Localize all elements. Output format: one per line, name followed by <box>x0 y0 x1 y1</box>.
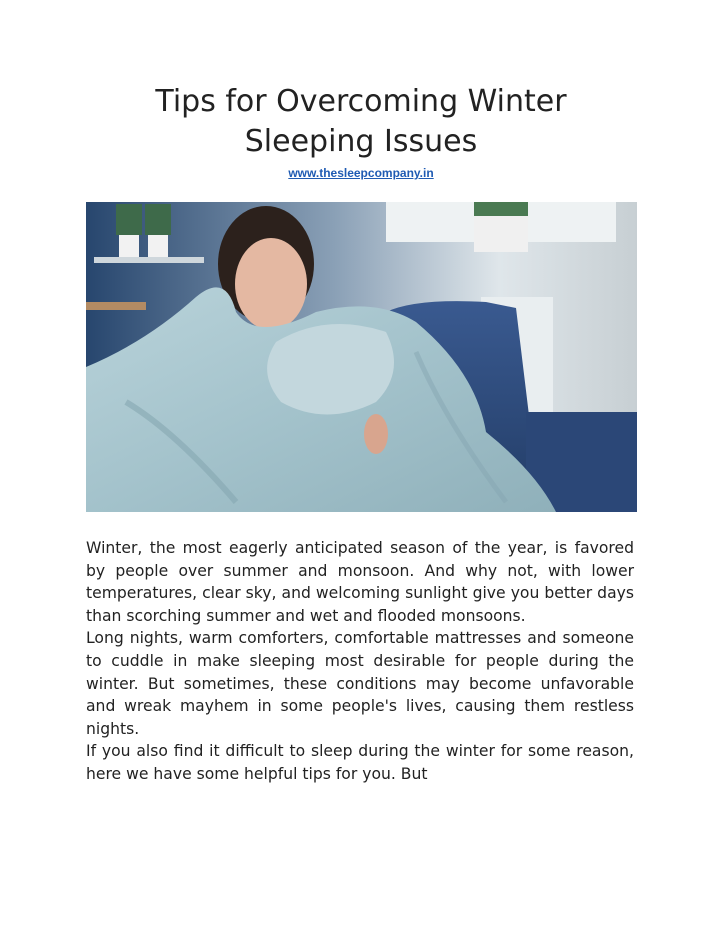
page-title-line-2: Sleeping Issues <box>244 124 478 159</box>
photo-plant-leaves-3 <box>474 202 528 216</box>
photo-face <box>235 238 307 330</box>
page-title-line-1: Tips for Overcoming Winter <box>155 84 567 119</box>
source-link[interactable]: www.thesleepcompany.in <box>288 166 434 180</box>
woman-blanket-photo <box>86 202 637 512</box>
photo-plant-leaves-1 <box>116 204 142 235</box>
paragraph: Long nights, warm comforters, comfortable mattresses and someone to cuddle in make sleeping most desirable for people during the winter. But sometimes, these conditions may become unfavorable and wreak mayhem in some people's lives, causing them restless nights. <box>86 629 634 738</box>
photo-plant-leaves-2 <box>145 204 171 235</box>
photo-shelf <box>94 257 204 263</box>
photo-side-table <box>86 302 146 310</box>
page-title <box>86 82 636 162</box>
paragraph: If you also find it difficult to sleep during the winter for some reason, here we have some helpful tips for you. But <box>86 742 634 783</box>
photo-plant-pot-1 <box>119 235 139 257</box>
photo-pillow <box>267 324 394 415</box>
photo-plant-pot-3 <box>474 214 528 252</box>
article-body <box>86 537 634 786</box>
paragraph: Winter, the most eagerly anticipated season of the year, is favored by people over summer and monsoon. And why not, with lower temperatures, clear sky, and welcoming sunlight give you better days than scorching summer and wet and flooded monsoons. <box>86 539 634 625</box>
photo-hand <box>364 414 388 454</box>
photo-plant-pot-2 <box>148 235 168 257</box>
